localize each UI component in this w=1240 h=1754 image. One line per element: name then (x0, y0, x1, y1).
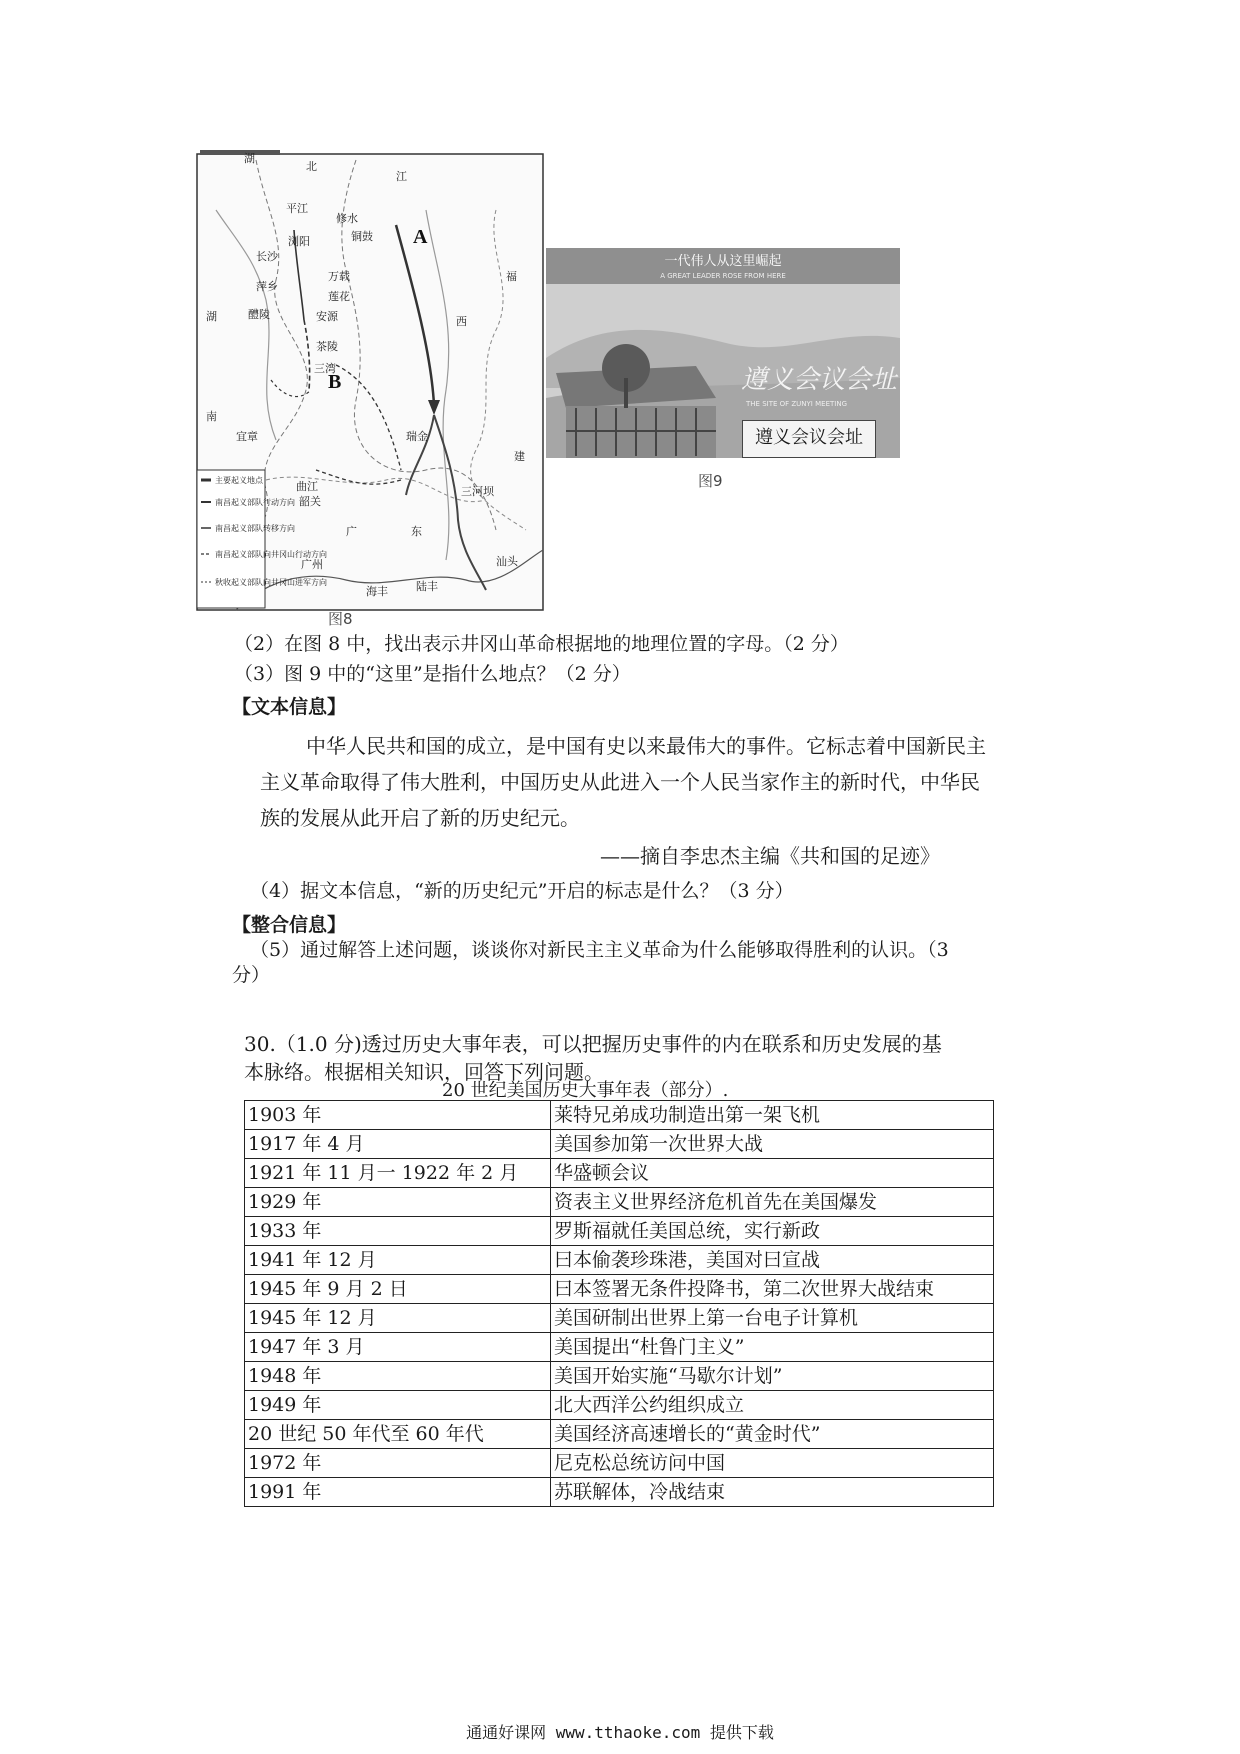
event-date: 1948 年 (245, 1362, 551, 1391)
event-description: 资表主义世界经济危机首先在美国爆发 (551, 1188, 994, 1217)
question-30-line-1: 30.（1.0 分)透过历史大事年表，可以把握历史事件的内在联系和历史发展的基 (244, 1032, 942, 1056)
event-description: 苏联解体，冷战结束 (551, 1478, 994, 1507)
event-description: 莱特兄弟成功制造出第一架飞机 (551, 1101, 994, 1130)
events-table (244, 1100, 994, 1507)
map-label: 湖 (244, 152, 255, 165)
map-label: 建 (514, 450, 525, 463)
table-row (245, 1188, 994, 1217)
table-row (245, 1275, 994, 1304)
map-label: 三河坝 (461, 485, 494, 498)
map-label: 曲江 (296, 480, 318, 493)
figure-8-map (196, 150, 546, 628)
map-point-b: B (328, 371, 342, 393)
legend-item: 南昌起义部队向井冈山行动方向 (215, 550, 327, 559)
table-row (245, 1420, 994, 1449)
map-label: 万载 (328, 270, 350, 283)
question-2: （2）在图 8 中，找出表示井冈山革命根据地的地理位置的字母。（2 分） (234, 633, 849, 655)
event-date: 1917 年 4 月 (245, 1130, 551, 1159)
table-row (245, 1391, 994, 1420)
map-label: 铜鼓 (351, 230, 373, 243)
map-label: 广 (346, 525, 357, 538)
question-30-line-2: 本脉络。根据相关知识，回答下列问题。 (244, 1060, 604, 1084)
table-row (245, 1101, 994, 1130)
map-label: 韶关 (299, 495, 321, 508)
map-label: 安源 (316, 310, 338, 323)
map-label: 广州 (301, 558, 323, 571)
map-label: 陆丰 (416, 580, 438, 593)
legend-item: 南昌起义部队转移方向 (215, 524, 295, 533)
map-label: 长沙 (256, 250, 278, 263)
event-description: 罗斯福就任美国总统，实行新政 (551, 1217, 994, 1246)
text-info-heading: 【文本信息】 (232, 696, 347, 718)
table-row (245, 1159, 994, 1188)
photo-label-box (742, 420, 876, 458)
map-label: 浏阳 (288, 235, 310, 248)
question-5-line-1: （5）通过解答上述问题，谈谈你对新民主主义革命为什么能够取得胜利的认识。（3 (250, 939, 949, 961)
event-description: 美国提出“杜鲁门主义” (551, 1333, 994, 1362)
map-label: 南 (206, 410, 217, 423)
legend-item: 南昌起义部队行动方向 (215, 498, 295, 507)
event-date: 1972 年 (245, 1449, 551, 1478)
map-label: 汕头 (496, 555, 518, 568)
question-3: （3）图 9 中的“这里”是指什么地点？（2 分） (234, 663, 631, 685)
event-date: 20 世纪 50 年代至 60 年代 (245, 1420, 551, 1449)
event-date: 1945 年 12 月 (245, 1304, 551, 1333)
figure-9-caption: 图9 (698, 472, 723, 490)
event-description: 美国参加第一次世界大战 (551, 1130, 994, 1159)
photo-english-text: THE SITE OF ZUNYI MEETING (746, 400, 847, 408)
map-label: 萍乡 (256, 280, 278, 293)
integrate-heading: 【整合信息】 (232, 914, 347, 936)
event-description: 曰本签署无条件投降书，第二次世界大战结束 (551, 1275, 994, 1304)
event-description: 华盛顿会议 (551, 1159, 994, 1188)
map-label: 瑞金 (406, 430, 428, 443)
map-svg (196, 150, 546, 612)
event-description: 曰本偷袭珍珠港，美国对曰宣战 (551, 1246, 994, 1275)
table-row (245, 1362, 994, 1391)
table-row (245, 1333, 994, 1362)
event-description: 北大西洋公约组织成立 (551, 1391, 994, 1420)
page-footer: 通通好课网 www.tthaoke.com 提供下载 (466, 1723, 774, 1742)
source-citation: ——摘自李忠杰主编《共和国的足迹》 (600, 844, 940, 868)
table-row (245, 1217, 994, 1246)
event-date: 1945 年 9 月 2 日 (245, 1275, 551, 1304)
map-label: 西 (456, 315, 467, 328)
photo-banner-subtext: A GREAT LEADER ROSE FROM HERE (660, 272, 786, 280)
map-label: 海丰 (366, 585, 388, 598)
table-row (245, 1130, 994, 1159)
event-description: 美国经济高速增长的“黄金时代” (551, 1420, 994, 1449)
legend-item: 主要起义地点 (215, 476, 263, 485)
map-label: 江 (396, 170, 407, 183)
event-date: 1947 年 3 月 (245, 1333, 551, 1362)
event-description: 美国研制出世界上第一台电子计算机 (551, 1304, 994, 1333)
event-date: 1921 年 11 月一 1922 年 2 月 (245, 1159, 551, 1188)
figure-9-photo (546, 248, 900, 490)
table-row (245, 1449, 994, 1478)
text-info-line-3: 族的发展从此开启了新的历史纪元。 (260, 806, 580, 830)
event-date: 1903 年 (245, 1101, 551, 1130)
map-label: 湖 (206, 310, 217, 323)
table-title: 20 世纪美国历史大事年表（部分）. (442, 1080, 729, 1101)
map-label: 宜章 (236, 430, 258, 443)
map-label: 三湾 (314, 362, 336, 375)
photo-calligraphy: 遵义会议会址 (741, 365, 898, 395)
text-info-line-2: 主义革命取得了伟大胜利，中国历史从此进入一个人民当家作主的新时代，中华民 (260, 770, 980, 794)
question-5-line-2: 分） (232, 964, 271, 986)
map-label: 东 (411, 525, 422, 538)
event-description: 美国开始实施“马歇尔计划” (551, 1362, 994, 1391)
figure-8-caption: 图8 (328, 610, 353, 628)
map-label: 福 (506, 270, 517, 283)
map-point-a: A (413, 226, 428, 248)
event-date: 1933 年 (245, 1217, 551, 1246)
map-label: 醴陵 (248, 308, 270, 321)
text-info-line-1: 中华人民共和国的成立，是中国有史以来最伟大的事件。它标志着中国新民主 (306, 734, 986, 758)
map-label: 北 (306, 160, 317, 173)
table-row (245, 1478, 994, 1507)
event-description: 尼克松总统访问中国 (551, 1449, 994, 1478)
table-row (245, 1304, 994, 1333)
event-date: 1929 年 (245, 1188, 551, 1217)
event-date: 1991 年 (245, 1478, 551, 1507)
question-4: （4）据文本信息，“新的历史纪元”开启的标志是什么？（3 分） (250, 880, 794, 902)
legend-item: 秋收起义部队向井冈山进军方向 (215, 578, 327, 587)
table-row (245, 1246, 994, 1275)
event-date: 1941 年 12 月 (245, 1246, 551, 1275)
map-label: 修水 (336, 212, 358, 225)
photo-label: 遵义会议会址 (755, 427, 863, 448)
photo-banner-text: 一代伟人从这里崛起 (664, 254, 782, 269)
map-label: 平江 (286, 202, 308, 215)
map-label: 茶陵 (316, 340, 338, 353)
event-date: 1949 年 (245, 1391, 551, 1420)
map-label: 莲花 (328, 290, 350, 303)
